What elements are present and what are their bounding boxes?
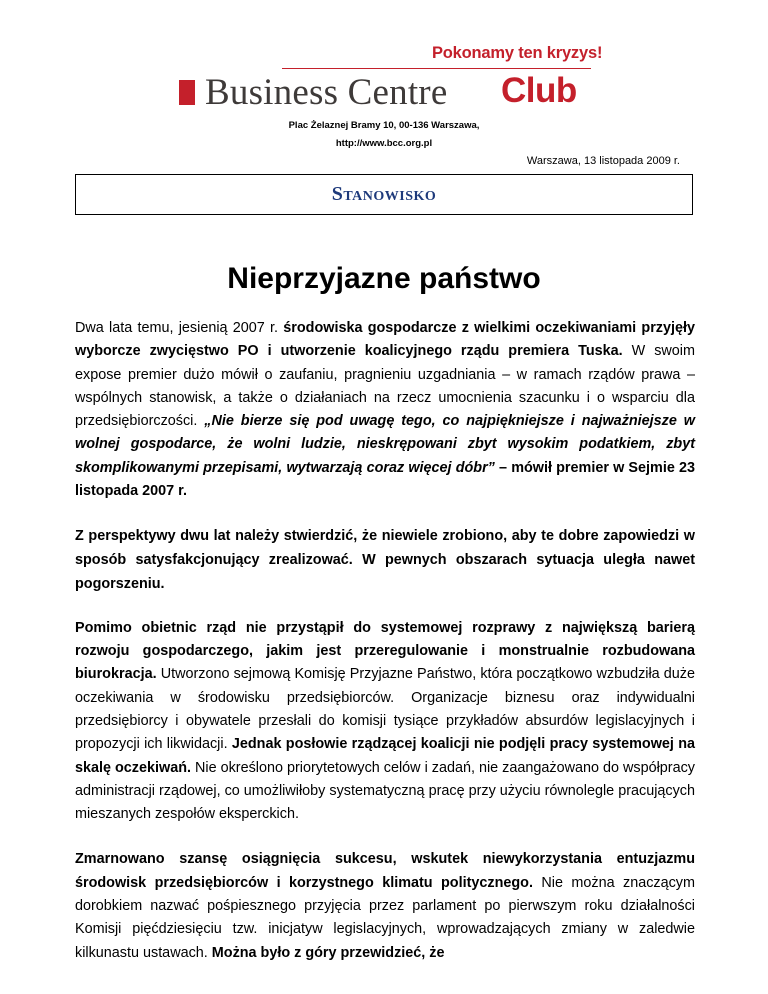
paragraph [75,317,695,503]
tagline: Pokonamy ten kryzys! [432,44,603,62]
paragraph [75,525,695,596]
paragraph [75,617,695,827]
paragraph-bold: środowiska gospodarcze z wielkimi oczekiwaniami przyjęły wyborcze zwycięstwo PO i utworzenie koalicyjnego rządu premiera Tuska. [75,320,696,360]
paragraph-bold: Można było z góry przewidzieć, że [211,944,445,961]
section-label: Stanowisko [331,183,437,205]
paragraph-quote: „Nie bierze się pod uwagę tego, co najpiękniejsze i najważniejsze w wolnej gospodarce, że wolni ludzie, nieskrępowani zbyt wysokim podatkiem, zbyt skomplikowanymi przepisami, wytwarzają coraz więcej dóbr” [75,413,695,476]
address: Plac Żelaznej Bramy 10, 00-136 Warszawa, [288,120,480,131]
paragraph-bold: Zmarnowano szansę osiągnięcia sukcesu, wskutek niewykorzystania entuzjazmu środowisk przedsiębiorców i korzystnego klimatu politycznego. [75,851,695,891]
paragraph [75,848,695,964]
paragraph-bold: Jednak posłowie rządzącej koalicji nie podjęli pracy systemowej na skalę oczekiwań. [75,736,695,776]
paragraph-text: Dwa lata temu, jesienią 2007 r. [75,320,284,336]
website-url: http://www.bcc.org.pl [335,138,433,149]
paragraph-text: Utworzono sejmową Komisję Przyjazne Państwo, która początkowo wzbudziła duże oczekiwania w środowisku przedsiębiorców. Organizacje biznesu oraz indywidualni przedsiębiorcy i obywatele przesłali do komisji tysiące przykładów absurdów legislacyjnych i propozycji ich likwidacji. [75,666,695,753]
paragraph-bold: Pomimo obietnic rząd nie przystąpił do systemowej rozprawy z największą barierą rozwoju gospodarczego, jakim jest przeregulowanie i monstrualnie rozbudowana biurokracja. [75,619,695,683]
document-title: Nieprzyjazne państwo [227,262,541,295]
document-date: Warszawa, 13 listopada 2009 r. [526,155,680,167]
paragraph-bold: – mówił premier w Sejmie 23 listopada 2007 r. [75,459,695,500]
paragraph-text: Nie można znaczącym dorobkiem nazwać pośpiesznego przyjęcia przez parlament po pierwszym roku działalności Komisji pięćdziesięciu tzw. inicjatyw legislacyjnych, wprowadzających zmiany w zaledwie kilkunastu ustawach. [75,874,695,961]
tagline-divider [282,68,591,69]
paragraph-text: Nie określono priorytetowych celów i zadań, nie zaangażowano do współpracy administracji rządowej, co umożliwiłoby systematyczną pracę przy użyciu równolegle pracujących mieszanych zespołów eksperckich. [75,759,695,823]
document-body [75,317,695,987]
logo-square-icon [179,80,195,105]
logo-business-centre: Business Centre [205,72,448,113]
paragraph-bold: Z perspektywy dwu lat należy stwierdzić, że niewiele zrobiono, aby te dobre zapowiedzi w sposób satysfakcjonujący zrealizować. W pewnych obszarach sytuacja uległa nawet pogorszeniu. [75,528,695,592]
logo-club: Club [501,71,577,110]
paragraph-text: W swoim expose premier dużo mówił o zaufaniu, pragnieniu uzgadniania – w ramach rządów prawa – wspólnych stanowisk, a także o działaniach na rzecz umocnienia szacunku i o wsparciu dla przedsiębiorczości. [75,343,695,430]
section-label-box [75,174,693,215]
